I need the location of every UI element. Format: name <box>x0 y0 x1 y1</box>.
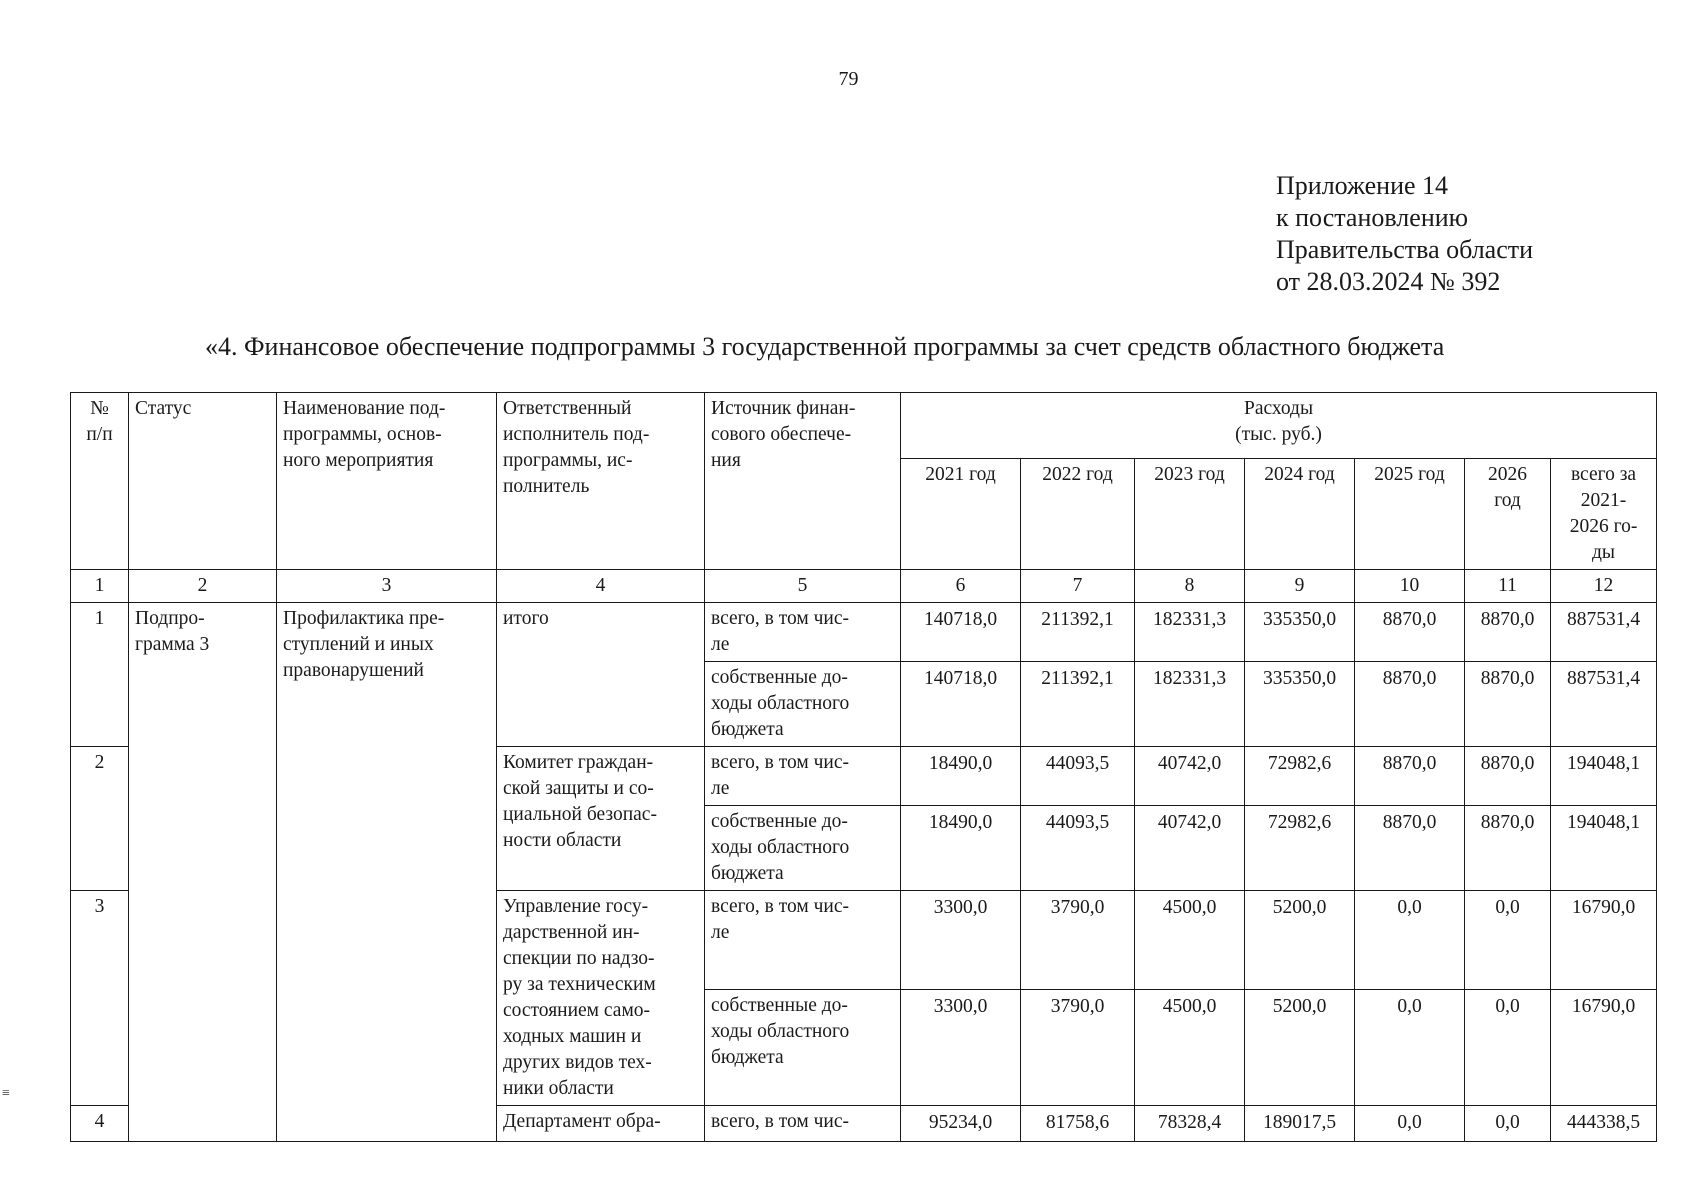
source-cell: собственные до- ходы областного бюджета <box>705 662 901 747</box>
value-cell: 3300,0 <box>901 891 1021 990</box>
value-cell: 0,0 <box>1465 990 1551 1106</box>
scan-edge-mark: ≡ <box>2 1086 10 1101</box>
source-cell: собственные до- ходы областного бюджета <box>705 990 901 1106</box>
value-cell: 0,0 <box>1465 891 1551 990</box>
source-cell: всего, в том чис- ле <box>705 603 901 662</box>
total-cell: 194048,1 <box>1551 806 1657 891</box>
row-num: 2 <box>71 747 129 891</box>
column-index: 8 <box>1135 570 1245 603</box>
header-expenses: Расходы (тыс. руб.) <box>901 393 1657 459</box>
value-cell: 140718,0 <box>901 662 1021 747</box>
header-year: 2021 год <box>901 459 1021 570</box>
header-year: 2026 год <box>1465 459 1551 570</box>
value-cell: 40742,0 <box>1135 806 1245 891</box>
name-cell: Профилактика пре- ступлений и иных правонарушений <box>277 603 497 1142</box>
value-cell: 18490,0 <box>901 806 1021 891</box>
page-number: 79 <box>838 68 859 90</box>
value-cell: 5200,0 <box>1245 990 1355 1106</box>
value-cell: 0,0 <box>1355 1106 1465 1142</box>
header-year: 2025 год <box>1355 459 1465 570</box>
value-cell: 72982,6 <box>1245 806 1355 891</box>
value-cell: 72982,6 <box>1245 747 1355 806</box>
column-index-row <box>71 570 1657 603</box>
executor-cell: Управление госу- дарственной ин- спекции по надзо- ру за техническим состоянием само- ходных машин и других видов тех- ники области <box>497 891 705 1106</box>
header-total: всего за 2021- 2026 го- ды <box>1551 459 1657 570</box>
value-cell: 44093,5 <box>1021 806 1135 891</box>
value-cell: 0,0 <box>1355 990 1465 1106</box>
header-executor: Ответственный исполнитель под- программы, ис- полнитель <box>497 393 705 570</box>
value-cell: 8870,0 <box>1465 603 1551 662</box>
value-cell: 3300,0 <box>901 990 1021 1106</box>
column-index: 2 <box>129 570 277 603</box>
executor-cell: итого <box>497 603 705 747</box>
value-cell: 3790,0 <box>1021 891 1135 990</box>
value-cell: 8870,0 <box>1355 747 1465 806</box>
column-index: 11 <box>1465 570 1551 603</box>
column-index: 12 <box>1551 570 1657 603</box>
value-cell: 40742,0 <box>1135 747 1245 806</box>
value-cell: 8870,0 <box>1465 662 1551 747</box>
value-cell: 189017,5 <box>1245 1106 1355 1142</box>
source-cell: собственные до- ходы областного бюджета <box>705 806 901 891</box>
total-cell: 194048,1 <box>1551 747 1657 806</box>
value-cell: 211392,1 <box>1021 662 1135 747</box>
value-cell: 4500,0 <box>1135 990 1245 1106</box>
value-cell: 4500,0 <box>1135 891 1245 990</box>
executor-cell: Департамент обра- <box>497 1106 705 1142</box>
row-num: 1 <box>71 603 129 747</box>
column-index: 5 <box>705 570 901 603</box>
document-title: «4. Финансовое обеспечение подпрограммы 3 государственной программы за счет средств областного бюджета <box>205 332 1445 361</box>
total-cell: 887531,4 <box>1551 603 1657 662</box>
column-index: 3 <box>277 570 497 603</box>
value-cell: 140718,0 <box>901 603 1021 662</box>
appendix-block <box>1276 170 1533 298</box>
source-cell: всего, в том чис- ле <box>705 747 901 806</box>
column-index: 7 <box>1021 570 1135 603</box>
appendix-line: Правительства области <box>1276 235 1534 264</box>
value-cell: 8870,0 <box>1355 806 1465 891</box>
value-cell: 211392,1 <box>1021 603 1135 662</box>
row-num: 3 <box>71 891 129 1106</box>
value-cell: 5200,0 <box>1245 891 1355 990</box>
table-row <box>71 603 1657 662</box>
header-year: 2024 год <box>1245 459 1355 570</box>
source-cell: всего, в том чис- ле <box>705 891 901 990</box>
header-year: 2022 год <box>1021 459 1135 570</box>
column-index: 6 <box>901 570 1021 603</box>
source-cell: всего, в том чис- <box>705 1106 901 1142</box>
total-cell: 16790,0 <box>1551 990 1657 1106</box>
value-cell: 95234,0 <box>901 1106 1021 1142</box>
value-cell: 8870,0 <box>1355 603 1465 662</box>
value-cell: 8870,0 <box>1465 747 1551 806</box>
value-cell: 8870,0 <box>1465 806 1551 891</box>
total-cell: 887531,4 <box>1551 662 1657 747</box>
appendix-line: Приложение 14 <box>1276 171 1449 200</box>
value-cell: 0,0 <box>1465 1106 1551 1142</box>
value-cell: 8870,0 <box>1355 662 1465 747</box>
financing-table <box>70 392 1657 1142</box>
value-cell: 335350,0 <box>1245 603 1355 662</box>
row-num: 4 <box>71 1106 129 1142</box>
header-row <box>71 393 1657 459</box>
total-cell: 16790,0 <box>1551 891 1657 990</box>
header-name: Наименование под- программы, основ- ного мероприятия <box>277 393 497 570</box>
value-cell: 182331,3 <box>1135 662 1245 747</box>
appendix-line: от 28.03.2024 № 392 <box>1276 267 1501 296</box>
header-source: Источник финан- сового обеспече- ния <box>705 393 901 570</box>
column-index: 4 <box>497 570 705 603</box>
header-status: Статус <box>129 393 277 570</box>
column-index: 1 <box>71 570 129 603</box>
value-cell: 182331,3 <box>1135 603 1245 662</box>
column-index: 9 <box>1245 570 1355 603</box>
header-num: № п/п <box>71 393 129 570</box>
value-cell: 78328,4 <box>1135 1106 1245 1142</box>
column-index: 10 <box>1355 570 1465 603</box>
value-cell: 18490,0 <box>901 747 1021 806</box>
value-cell: 44093,5 <box>1021 747 1135 806</box>
executor-cell: Комитет граждан- ской защиты и со- циальной безопас- ности области <box>497 747 705 891</box>
header-year: 2023 год <box>1135 459 1245 570</box>
status-cell: Подпро- грамма 3 <box>129 603 277 1142</box>
appendix-line: к постановлению <box>1276 203 1469 232</box>
value-cell: 81758,6 <box>1021 1106 1135 1142</box>
value-cell: 0,0 <box>1355 891 1465 990</box>
total-cell: 444338,5 <box>1551 1106 1657 1142</box>
value-cell: 335350,0 <box>1245 662 1355 747</box>
value-cell: 3790,0 <box>1021 990 1135 1106</box>
